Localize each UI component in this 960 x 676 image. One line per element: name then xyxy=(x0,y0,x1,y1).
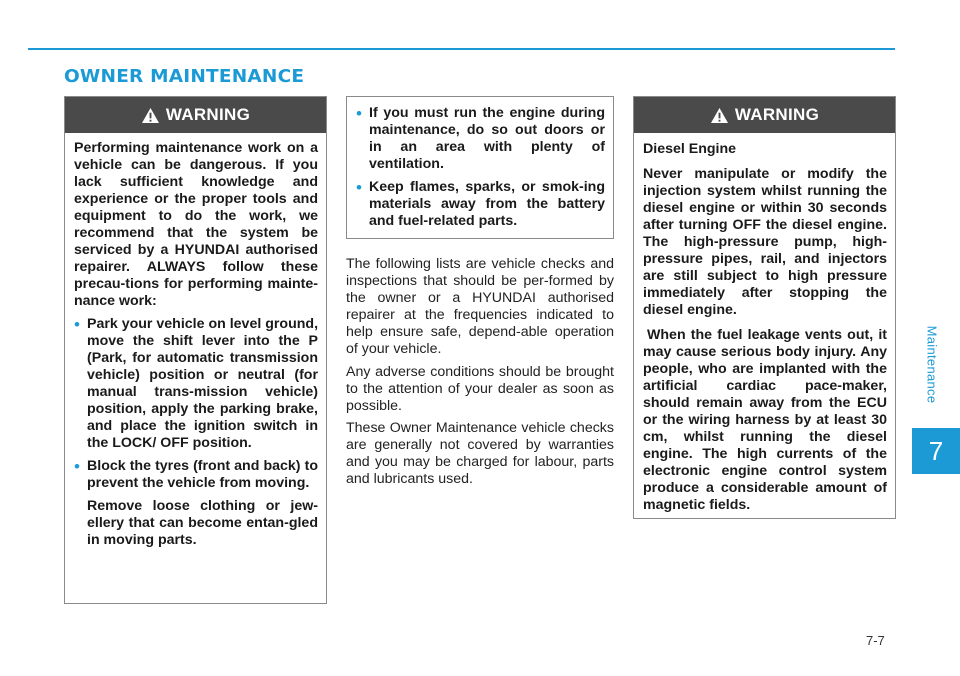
warning-note: Remove loose clothing or jew-ellery that can become entan-gled in moving parts. xyxy=(87,498,318,548)
bullet-dot: • xyxy=(74,457,80,476)
warning-triangle-icon xyxy=(710,107,729,124)
bullet-text: Keep flames, sparks, or smok-ing materials away from the battery and fuel-related parts. xyxy=(369,179,605,229)
middle-warning-box xyxy=(346,96,614,239)
warning-triangle-icon xyxy=(141,107,160,124)
bullet-dot: • xyxy=(74,315,80,334)
body-text xyxy=(346,256,614,494)
bullet-dot: • xyxy=(356,178,362,197)
bullet-item xyxy=(74,316,318,452)
page-number: 7-7 xyxy=(866,633,885,648)
body-paragraph: The following lists are vehicle checks and inspections that should be per-formed by the owner or a HYUNDAI authorised repairer at the frequencies indicated to help ensure safe, depend-able operation of your vehicle. xyxy=(346,256,614,357)
body-paragraph: These Owner Maintenance vehicle checks are generally not covered by warranties and you may be charged for labour, parts and lubricants used. xyxy=(346,420,614,487)
bullet-item xyxy=(74,458,318,492)
body-paragraph: Any adverse conditions should be brought to the attention of your dealer as soon as possible. xyxy=(346,363,614,414)
bullet-text: Park your vehicle on level ground, move the shift lever into the P (Park, for automatic transmission vehicle) position or neutral (for manual trans-mission vehicle) position, apply the parking brake, and place the ignition switch in the LOCK/ OFF position. xyxy=(87,316,319,451)
bullet-dot: • xyxy=(356,104,362,123)
warning-subtitle: Diesel Engine xyxy=(643,141,737,157)
warning-header xyxy=(634,97,895,133)
side-chapter-label xyxy=(922,312,942,416)
section-title: OWNER MAINTENANCE xyxy=(64,67,305,87)
warning-intro: Performing maintenance work on a vehicle can be dangerous. If you lack sufficient knowledge and experience or the proper tools and equipment to do the work, we recommend that the system be serviced by a HYUNDAI authorised repairer. ALWAYS follow these precau-tions for performing mainte-nance work: xyxy=(74,140,318,309)
side-label-text: Maintenance xyxy=(924,325,940,403)
chapter-tab: 7 xyxy=(912,428,960,474)
warning-paragraph: When the fuel leakage vents out, it may cause serious body injury. Any people, who are implanted with the artificial cardiac pace-maker, should remain away from the ECU or the wiring harness by at least 30 cm, whilst running the diesel engine. The high currents of the electronic engine control system produce a considerable amount of magnetic fields. xyxy=(643,327,887,513)
warning-label: WARNING xyxy=(165,105,251,124)
bullet-item xyxy=(356,179,605,230)
bullet-text: If you must run the engine during maintenance, do so out doors or in an area with plenty of ventilation. xyxy=(369,105,605,172)
left-warning-box xyxy=(64,96,327,604)
warning-label: WARNING xyxy=(734,105,820,124)
bullet-text: Block the tyres (front and back) to prevent the vehicle from moving. xyxy=(87,458,318,491)
warning-header xyxy=(65,97,326,133)
bullet-item xyxy=(356,105,605,173)
top-rule xyxy=(28,48,895,50)
warning-paragraph: Never manipulate or modify the injection system whilst running the diesel engine or within 30 seconds after turning OFF the diesel engine. The high-pressure pump, high-pressure pipes, rail, and injectors are still subject to high pressure immediately after stopping the diesel engine. xyxy=(643,166,887,318)
right-warning-box xyxy=(633,96,896,519)
